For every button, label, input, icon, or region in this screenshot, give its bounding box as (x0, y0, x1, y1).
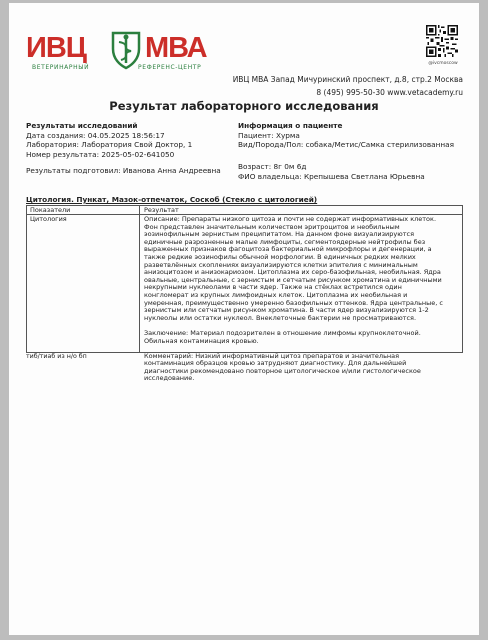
description-paragraph (144, 216, 458, 322)
text-line: контаминация образцов кровью затрудняют диагностику. Для дальнейшей (144, 359, 407, 368)
report-page (9, 3, 479, 635)
text-line: анизоцитозом и анизокариозом. Цитоплазма их серо-базофильная, необильная. Ядра (144, 268, 441, 277)
patient-species: Вид/Порода/Пол: собака/Метис/Самка стерилизованная (238, 140, 455, 149)
row-result-cell (140, 215, 462, 383)
conclusion-paragraph (144, 330, 458, 345)
footer-note: тиб/тиаб из н/о бп (26, 353, 87, 360)
text-line: Фон представлен значительным количеством эритроцитов и необильным (144, 222, 400, 231)
text-line: также редкие эозинофилы обычной морфологии. В единичных редких мелких (144, 252, 416, 261)
logo-subtitle-right: РЕФЕРЕНС-ЦЕНТР (138, 64, 202, 71)
table-header (27, 206, 462, 215)
prepared-by: Результаты подготовил: Иванова Анна Андреевна (26, 166, 221, 175)
clinic-logo (26, 29, 226, 79)
created-date: Дата создания: 04.05.2025 18:56:17 (26, 130, 165, 140)
logo-text-left: ИВЦ (26, 32, 86, 64)
patient-info (238, 121, 454, 150)
logo-subtitle-left: ВЕТЕРИНАРНЫЙ (32, 64, 90, 71)
patient-extra (238, 162, 425, 181)
patient-heading: Информация о пациенте (238, 121, 343, 130)
result-number: Номер результата: 2025-05-02-641050 (26, 149, 175, 159)
column-header-indicator: Показатели (27, 206, 140, 214)
text-line: зернистым или сетчатым рисунком хроматина. В части ядер визуализируются 1-2 (144, 306, 429, 315)
comment-paragraph (144, 353, 458, 383)
text-line: единичные разрозненные малые лимфоциты, сегментоядерные нейтрофилы без (144, 237, 426, 246)
text-line: конгломерат из крупных лимфоидных клеток. Цитоплазма их необильная и (144, 290, 408, 299)
text-line: выраженных признаков фагоцитоза бактериальной микрофлоры и дегенерации, а (144, 245, 432, 254)
section-title: Цитология. Пункат, Мазок-отпечаток, Соскоб (Стекло с цитологией) (26, 195, 318, 204)
qr-caption: @ivcmoscow (428, 61, 458, 66)
text-line: разветвлённых скоплениях визуализируются клетки эпителия с минимальным (144, 260, 418, 269)
column-header-result: Результат (144, 206, 179, 214)
qr-code-icon (426, 25, 458, 57)
text-line: исследование. (144, 374, 195, 383)
text-line: умеренная, преимущественно умеренно базофильных оттенков. Ядра центральные, с (144, 298, 443, 307)
page-title: Результат лабораторного исследования (109, 99, 379, 113)
text-line: диагностики рекомендовано повторное цитологическое и/или гистологическое (144, 366, 421, 375)
text-line: Комментарий: Низкий информативный цитоз препаратов и значительная (144, 351, 400, 360)
text-line: нуклеолы или остатки нуклеол. Внеклеточные бактерии не просматриваются. (144, 313, 417, 322)
clinic-address: ИВЦ МВА Запад Мичуринский проспект, д.8, стр.2 Москва (232, 75, 463, 84)
results-info (26, 121, 192, 159)
text-line: Обильная контаминация кровью. (144, 336, 259, 345)
lab-name: Лаборатория: Лаборатория Свой Доктор, 1 (26, 140, 193, 149)
results-heading: Результаты исследований (26, 121, 138, 130)
logo-text-right: МВА (145, 32, 207, 64)
text-line: овальные, центральные, с зернистым и сетчатым рисунком хроматина и единичными (144, 275, 442, 284)
patient-age: Возраст: 8г 0м 6д (238, 162, 307, 171)
patient-name: Пациент: Хурма (238, 130, 300, 140)
text-line: некрупными нуклеолами в части ядер. Также на стёклах встретился один (144, 283, 402, 292)
owner-name: ФИО владельца: Крепышева Светлана Юрьевна (238, 171, 425, 181)
text-line: эозинофильным зернистым преципитатом. На данном фоне визуализируются (144, 230, 414, 239)
clinic-contacts: 8 (495) 995-50-30 www.vetacademy.ru (316, 88, 463, 97)
text-line: Заключение: Материал подозрителен в отношение лимфомы крупноклеточной. (144, 328, 421, 337)
row-indicator-cell: Цитология (27, 215, 140, 352)
text-line: Описание: Препараты низкого цитоза и почти не содержат информативных клеток. (144, 215, 437, 223)
